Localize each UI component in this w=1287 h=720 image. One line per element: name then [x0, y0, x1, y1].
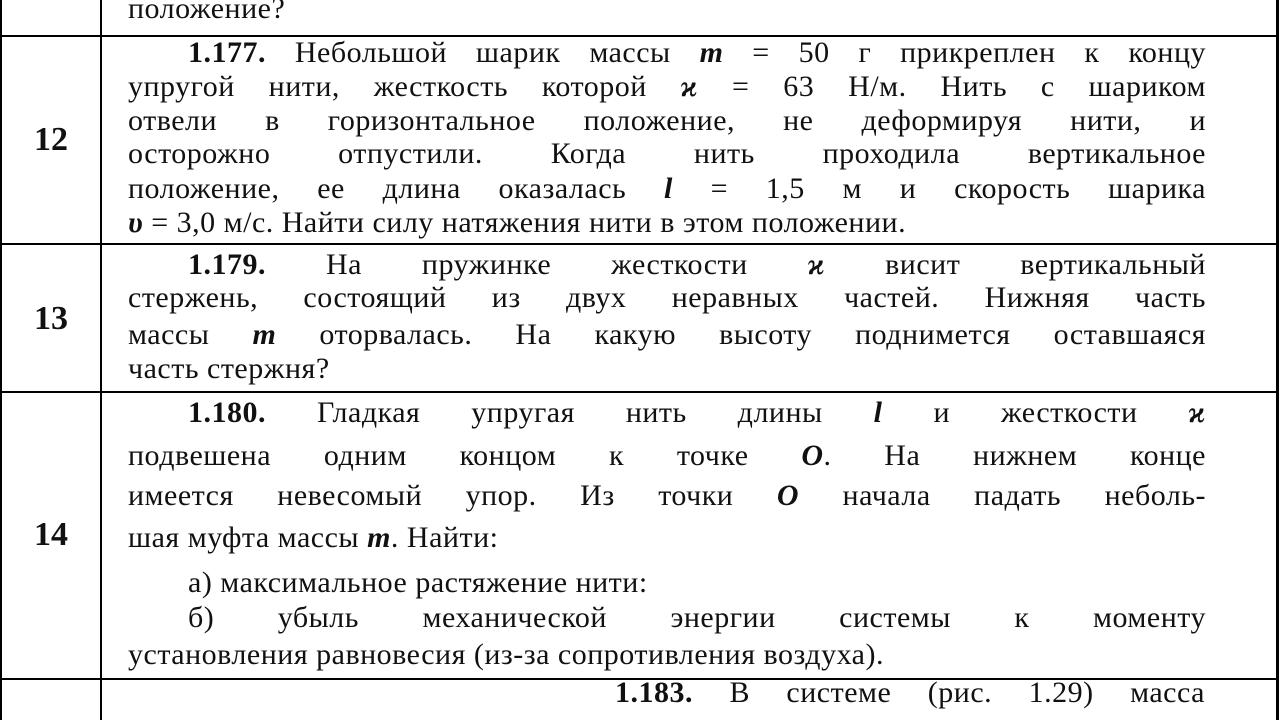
problem-line: отвели в горизонтальное положение, не деформируя нити, и — [128, 104, 1206, 137]
table-left-border — [0, 0, 2, 720]
problem-line: часть стержня? — [128, 352, 330, 385]
row-divider — [0, 391, 1279, 393]
row-number-12: 12 — [34, 121, 68, 158]
row-number-13: 13 — [34, 300, 68, 337]
problem-line: 1.183. В системе (рис. 1.29) масса — [615, 676, 1205, 709]
table-right-border — [1276, 0, 1279, 720]
problem-line: 1.177. Небольшой шарик массы m = 50 г прикреплен к концу — [188, 36, 1206, 69]
problem-id: 1.177. — [188, 36, 266, 69]
problem-id: 1.179. — [188, 248, 266, 281]
problem-line: 1.179. На пружинке жесткости ϰ висит вертикальный — [188, 248, 1206, 281]
table-column-divider — [100, 0, 102, 720]
problem-line: имеется невесомый упор. Из точки O начала падать неболь- — [128, 479, 1206, 512]
problem-line: упругой нити, жесткость которой ϰ = 63 Н/м. Нить с шариком — [128, 70, 1206, 103]
problem-line: положение, ее длина оказалась l = 1,5 м и скорость шарика — [128, 172, 1206, 205]
problem-line: массы m оторвалась. На какую высоту поднимется оставшаяся — [128, 318, 1206, 351]
problem-line: 1.180. Гладкая упругая нить длины l и жесткости ϰ — [188, 396, 1206, 429]
problem-line: стержень, состоящий из двух неравных частей. Нижняя часть — [128, 281, 1206, 314]
problem-line: подвешена одним концом к точке O. На нижнем конце — [128, 439, 1206, 472]
problem-id: 1.183. — [615, 676, 693, 709]
row-number-14: 14 — [34, 516, 68, 553]
top-fragment-text: положение? — [128, 0, 286, 25]
problem-line: осторожно отпустили. Когда нить проходила вертикальное — [128, 137, 1206, 170]
problem-line: υ = 3,0 м/с. Найти силу натяжения нити в этом положении. — [128, 206, 907, 239]
problem-line: а) максимальное растяжение нити: — [188, 566, 648, 599]
row-divider — [0, 243, 1279, 245]
problem-id: 1.180. — [188, 396, 266, 429]
problem-line: б) убыль механической энергии системы к моменту — [188, 601, 1206, 634]
problem-line: установления равновесия (из-за сопротивления воздуха). — [128, 638, 884, 671]
problem-line: шая муфта массы m. Найти: — [128, 521, 499, 554]
